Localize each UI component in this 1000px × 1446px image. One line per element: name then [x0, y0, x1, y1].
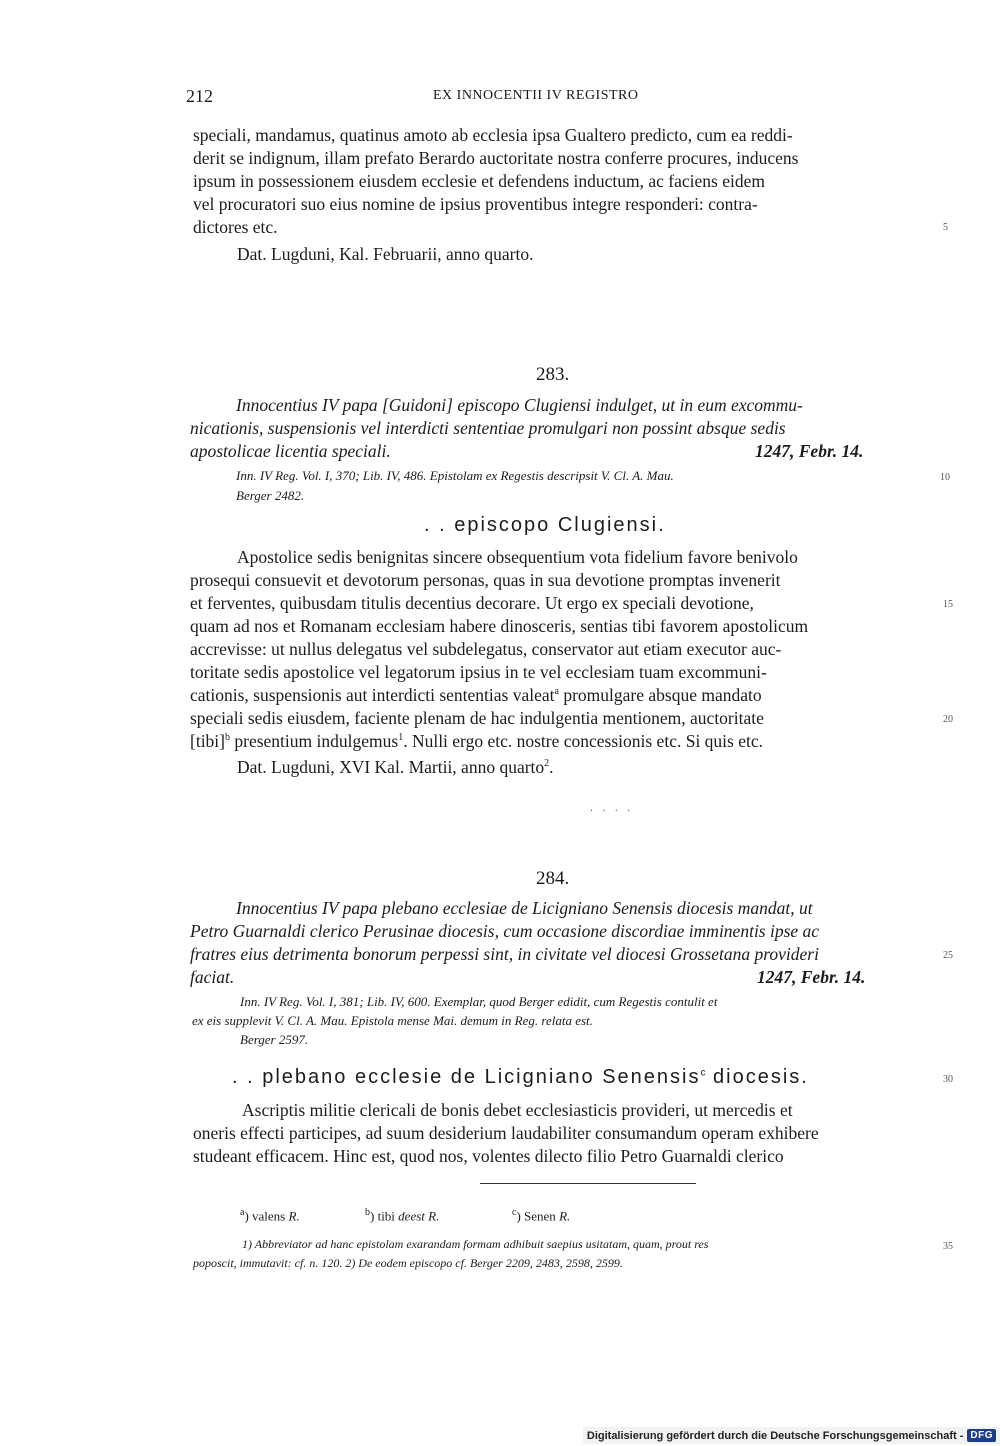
body-text: cationis, suspensionis aut interdicti sententias valeat	[190, 685, 555, 705]
footnote-variant	[365, 1207, 439, 1224]
variant-sigla: R.	[288, 1208, 300, 1224]
variant-text: ) valens	[244, 1208, 289, 1224]
doc-283-body: quam ad nos et Romanam ecclesiam habere dinosceris, sentias tibi favorem apostolicum	[190, 616, 809, 636]
doc-284-body: studeant efficacem. Hinc est, quod nos, volentes dilecto filio Petro Guarnaldi clerico	[193, 1146, 784, 1166]
footnote-note: poposcit, immutavit: cf. n. 120. 2) De eodem episcopo cf. Berger 2209, 2483, 2598, 2599.	[193, 1256, 623, 1270]
dat-text: .	[549, 757, 554, 777]
doc-284-summary: fratres eius detrimenta bonorum perpessi sint, in civitate vel diocesi Grossetana provideri	[190, 944, 819, 964]
doc-283-number: 283.	[536, 364, 570, 385]
doc-284-date: 1247, Febr. 14.	[757, 967, 866, 987]
note-mark: a	[240, 1207, 245, 1218]
doc-284-body: Ascriptis militie clericali de bonis debet ecclesiasticis provideri, ut mercedis et	[242, 1100, 793, 1120]
line-marker: 20	[943, 714, 953, 725]
page-number: 212	[186, 86, 213, 106]
dat-text: Dat. Lugduni, XVI Kal. Martii, anno quarto	[237, 757, 545, 777]
doc-283-address: . . episcopo Clugiensi.	[424, 514, 666, 536]
address-text: diocesis.	[705, 1066, 809, 1088]
line-marker: 30	[943, 1074, 953, 1085]
body-text: promulgare absque mandato	[558, 685, 762, 705]
intro-line: ipsum in possessionem eiusdem ecclesie et defendens inductum, ac faciens eidem	[193, 171, 765, 191]
running-title: EX INNOCENTII IV REGISTRO	[433, 88, 639, 103]
doc-283-body: toritate sedis apostolice vel legatorum ipsius in te vel ecclesiam tuam excommuni-	[190, 662, 767, 682]
doc-284-source: ex eis supplevit V. Cl. A. Mau. Epistola mense Mai. demum in Reg. relata est.	[192, 1013, 593, 1028]
doc-284-source: Berger 2597.	[240, 1032, 309, 1047]
intro-line: speciali, mandamus, quatinus amoto ab ecclesia ipsa Gualtero predicto, cum ea reddi-	[193, 125, 793, 145]
separator: · · · ·	[590, 806, 634, 817]
doc-284-source: Inn. IV Reg. Vol. I, 381; Lib. IV, 600. Exemplar, quod Berger edidit, cum Regestis contulit et	[240, 994, 718, 1009]
doc-283-body	[190, 685, 762, 706]
note-ref: a	[554, 686, 559, 698]
doc-284-summary: Innocentius IV papa plebano ecclesiae de Licigniano Senensis diocesis mandat, ut	[236, 898, 813, 918]
line-marker: 15	[943, 599, 953, 610]
body-text: [tibi]	[190, 731, 225, 751]
note-mark: b	[365, 1207, 370, 1218]
doc-284-address	[232, 1066, 809, 1089]
line-marker: 5	[943, 222, 948, 233]
doc-283-source: Inn. IV Reg. Vol. I, 370; Lib. IV, 486. Epistolam ex Regestis descripsit V. Cl. A. Mau.	[236, 468, 674, 483]
doc-283-body: et ferventes, quibusdam titulis decentius decorare. Ut ergo ex speciali devotione,	[190, 593, 754, 613]
doc-283-date: 1247, Febr. 14.	[755, 441, 864, 461]
variant-sigla: deest R.	[398, 1208, 440, 1224]
doc-283-body: speciali sedis eiusdem, faciente plenam de hac indulgentia mentionem, auctoritate	[190, 708, 764, 728]
doc-284-summary: Petro Guarnaldi clerico Perusinae diocesis, cum occasione discordiae imminentis ipse ac	[190, 921, 820, 941]
body-text: . Nulli ergo etc. nostre concessionis etc. Si quis etc.	[403, 731, 763, 751]
intro-line: dictores etc.	[193, 217, 278, 237]
footnote-note: 1) Abbreviator ad hanc epistolam exarandam formam adhibuit saepius usitatam, quam, prout res	[242, 1237, 709, 1251]
body-text: presentium indulgemus	[230, 731, 399, 751]
digitization-credit	[583, 1427, 1000, 1444]
doc-284-summary: faciat.	[190, 967, 235, 987]
line-marker: 10	[940, 472, 950, 483]
variant-text: ) tibi	[370, 1208, 399, 1224]
line-marker: 35	[943, 1241, 953, 1252]
note-ref: 1	[398, 732, 404, 744]
doc-283-dat	[237, 757, 554, 778]
dfg-logo-icon: DFG	[967, 1429, 996, 1442]
address-text: . . plebano ecclesie de Licigniano Senensis	[232, 1066, 701, 1088]
note-ref: 2	[544, 758, 550, 770]
doc-283-body: Apostolice sedis benignitas sincere obsequentium vota fidelium favore benivolo	[237, 547, 798, 567]
intro-line: vel procuratori suo eius nomine de ipsius proventibus integre responderi: contra-	[193, 194, 758, 214]
intro-line: derit se indignum, illam prefato Berardo auctoritate nostra conferre procures, inducens	[193, 148, 799, 168]
footnote-variant	[512, 1207, 570, 1224]
note-mark: c	[512, 1207, 517, 1218]
doc-284-body: oneris effecti participes, ad suum desiderium laudabiliter consumandum operam exhibere	[193, 1123, 819, 1143]
intro-dat: Dat. Lugduni, Kal. Februarii, anno quarto.	[237, 244, 534, 264]
doc-283-body	[190, 731, 763, 752]
doc-283-summary: Innocentius IV papa [Guidoni] episcopo Clugiensi indulget, ut in eum excommu-	[236, 395, 803, 415]
variant-sigla: R.	[559, 1208, 571, 1224]
doc-283-body: prosequi consuevit et devotorum personas, quas in sua devotione promptas invenerit	[190, 570, 781, 590]
credit-text: Digitalisierung gefördert durch die Deutsche Forschungsgemeinschaft -	[586, 1429, 964, 1442]
note-ref: c	[700, 1067, 706, 1079]
note-ref: b	[225, 732, 230, 744]
doc-283-summary: nicationis, suspensionis vel interdicti sententiae promulgari non possint absque sedis	[190, 418, 786, 438]
doc-283-summary: apostolicae licentia speciali.	[190, 441, 391, 461]
doc-284-number: 284.	[536, 868, 570, 889]
variant-text: ) Senen	[516, 1208, 560, 1224]
footnote-rule	[480, 1183, 696, 1184]
line-marker: 25	[943, 950, 953, 961]
footnote-variant	[240, 1207, 300, 1224]
doc-283-body: accrevisse: ut nullus delegatus vel subdelegatus, conservator aut etiam executor auc-	[190, 639, 782, 659]
doc-283-source: Berger 2482.	[236, 488, 305, 503]
